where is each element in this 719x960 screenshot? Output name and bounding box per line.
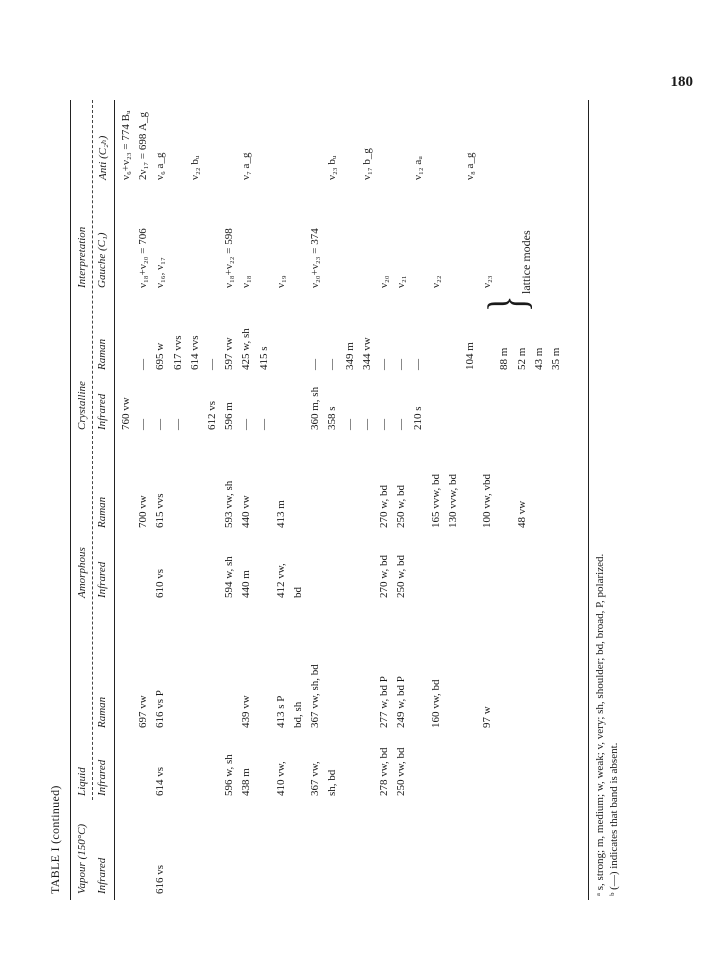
cell-anti: ν₆+ν₂₃ = 774 Bᵤ — [120, 110, 132, 180]
cell-gauche: ν₂₁ — [395, 275, 408, 288]
subheader-gauche: Gauche (C₁) — [96, 232, 108, 288]
cell-cry-ra: 104 m — [464, 342, 476, 370]
cell-liq-ir: 596 w, sh — [223, 754, 236, 796]
cell-cry-ir: — — [343, 419, 356, 430]
cell-anti: ν₂₂ bᵤ — [188, 155, 201, 180]
cell-liq-ir: 250 vw, bd — [395, 747, 408, 796]
cell-liq-ra: 697 vw — [137, 695, 150, 728]
cell-anti: ν₈ a_g — [464, 152, 476, 180]
cell-cry-ir: — — [171, 419, 184, 430]
cell-amo-ir: 270 w, bd — [378, 555, 390, 598]
cell-cry-ra: 695 w — [154, 342, 167, 370]
cell-cry-ir: — — [378, 419, 390, 430]
header-crystalline: Crystalline — [76, 381, 88, 430]
footnote-b: ᵇ (—) indicates that band is absent. — [608, 742, 620, 896]
subheader-amorphous-ir: Infrared — [96, 561, 108, 598]
cell-anti: 2ν₁₇ = 698 A_g — [137, 111, 150, 180]
cell-cry-ra: 349 m — [343, 342, 356, 370]
subheader-liquid-raman: Raman — [96, 696, 108, 728]
cell-gauche: ν₁₉ — [274, 275, 287, 288]
cell-liq-ra: 439 vw — [240, 695, 253, 728]
cell-cry-ra: 617 vvs — [171, 335, 184, 370]
cell-anti: ν₂₃ bᵤ — [326, 155, 339, 180]
cell-amo-ir: 412 vw, — [274, 563, 287, 598]
cell-liq-ir: 614 vs — [154, 766, 167, 796]
cell-amo-ir: bd — [292, 587, 304, 598]
subheader-liquid-ir: Infrared — [96, 759, 108, 796]
cell-amo-ra: 615 vvs — [154, 493, 167, 528]
cell-anti: ν₆ a_g — [154, 152, 167, 180]
cell-amo-ra: 440 vw — [240, 495, 253, 528]
cell-gauche: ν₂₃ — [481, 275, 494, 288]
cell-cry-ra: 43 m — [532, 347, 545, 370]
cell-anti: ν₁₇ b_g — [360, 148, 373, 180]
cell-cry-ir: 358 s — [326, 406, 339, 430]
cell-cry-ir: 360 m, sh — [309, 386, 322, 430]
cell-cry-ra: 425 w, sh — [240, 328, 253, 370]
cell-amo-ra: 413 m — [274, 500, 287, 528]
cell-anti: ν₇ a_g — [240, 152, 253, 180]
cell-amo-ra: 250 w, bd — [395, 485, 408, 528]
cell-liq-ir: 367 vw, — [309, 761, 322, 796]
rotated-table — [40, 40, 640, 900]
cell-cry-ir: — — [395, 419, 408, 430]
cell-gauche: ν₁₈ — [240, 275, 253, 288]
lattice-brace: } — [478, 295, 539, 312]
cell-amo-ir: 594 w, sh — [223, 556, 236, 598]
cell-amo-ir: 250 w, bd — [395, 555, 408, 598]
cell-cry-ra: 88 m — [498, 347, 511, 370]
cell-cry-ra: 597 vw — [223, 337, 236, 370]
cell-liq-ra: 413 s P — [274, 695, 287, 728]
cell-amo-ir: 610 vs — [154, 568, 167, 598]
cell-cry-ra: — — [326, 359, 339, 370]
table-title: TABLE I (continued) — [48, 785, 62, 894]
lattice-label: lattice modes — [519, 230, 534, 294]
cell-cry-ra: 52 m — [515, 347, 528, 370]
cell-liq-ra: 277 w, bd P — [378, 676, 390, 728]
cell-cry-ra: — — [309, 359, 322, 370]
cell-liq-ir: 438 m — [240, 768, 253, 796]
page-number: 180 — [670, 74, 693, 90]
subheader-anti: Anti (C₂ₕ) — [97, 135, 109, 180]
cell-gauche: ν₂₂ — [429, 275, 442, 288]
cell-cry-ra: 35 m — [550, 347, 562, 370]
cell-cry-ir: 612 vs — [206, 400, 218, 430]
cell-cry-ir: — — [137, 419, 150, 430]
cell-liq-ra: 97 w — [481, 706, 494, 728]
cell-cry-ir: — — [240, 419, 253, 430]
cell-anti: ν₁₂ aᵤ — [412, 156, 425, 180]
cell-gauche: ν₂₀ — [378, 275, 390, 288]
cell-amo-ra: 700 vw — [137, 495, 150, 528]
cell-liq-ra: 160 vw, bd — [429, 679, 442, 728]
cell-amo-ra: 165 vvw, bd — [429, 474, 442, 528]
cell-cry-ra: — — [206, 359, 218, 370]
subheader-vapour-ir: Infrared — [96, 857, 108, 894]
cell-liq-ra: 616 vs P — [154, 690, 167, 728]
cell-vap-ir: 616 vs — [154, 864, 167, 894]
cell-cry-ra: — — [395, 359, 408, 370]
cell-amo-ra: 130 vvw, bd — [446, 474, 459, 528]
cell-cry-ra: — — [412, 359, 425, 370]
cell-gauche: ν₁₆, ν₁₇ — [154, 257, 167, 288]
header-liquid: Liquid — [76, 767, 88, 796]
cell-cry-ra: 415 s — [257, 346, 270, 370]
cell-liq-ra: 249 w, bd P — [395, 676, 408, 728]
cell-amo-ra: 270 w, bd — [378, 485, 390, 528]
cell-cry-ra: — — [137, 359, 150, 370]
cell-cry-ir: 596 m — [223, 402, 236, 430]
header-interpretation: Interpretation — [76, 226, 88, 288]
cell-amo-ra: 48 vw — [515, 500, 528, 528]
cell-liq-ra: bd, sh — [292, 701, 304, 728]
bottom-rule — [588, 100, 589, 900]
cell-cry-ir: 210 s — [412, 406, 425, 430]
cell-gauche: ν₂₀+ν₂₃ = 374 — [309, 228, 322, 288]
cell-cry-ir: — — [257, 419, 270, 430]
cell-amo-ra: 100 vw, vbd — [481, 474, 494, 528]
cell-gauche: ν₁₈+ν₂₂ = 598 — [223, 228, 236, 288]
cell-liq-ra: 367 vw, sh, bd — [309, 664, 322, 728]
cell-liq-ir: 410 vw, — [274, 761, 287, 796]
cell-cry-ir: 760 vw — [120, 397, 132, 430]
cell-gauche: ν₁₈+ν₂₀ = 706 — [137, 228, 150, 288]
cell-cry-ra: 614 vvs — [188, 335, 201, 370]
cell-cry-ir: — — [154, 419, 167, 430]
cell-cry-ir: — — [360, 419, 373, 430]
cell-amo-ra: 593 vw, sh — [223, 480, 236, 528]
subheader-crystalline-raman: Raman — [96, 338, 108, 370]
header-vapour: Vapour (150°C) — [76, 823, 88, 894]
cell-cry-ra: — — [378, 359, 390, 370]
header-amorphous: Amorphous — [76, 547, 88, 598]
cell-cry-ra: 344 vw — [360, 337, 373, 370]
cell-amo-ir: 440 m — [240, 570, 253, 598]
footnote-a: ᵃ s, strong; m, medium; w, weak; v, very; sh, shoulder; bd, broad, P, polarized. — [594, 553, 606, 896]
subheader-crystalline-ir: Infrared — [96, 393, 108, 430]
group-rule — [92, 100, 93, 800]
header-bottom-rule — [114, 100, 115, 900]
top-rule — [70, 100, 71, 900]
cell-liq-ir: sh, bd — [326, 769, 339, 796]
cell-liq-ir: 278 vw, bd — [378, 747, 390, 796]
subheader-amorphous-raman: Raman — [96, 496, 108, 528]
